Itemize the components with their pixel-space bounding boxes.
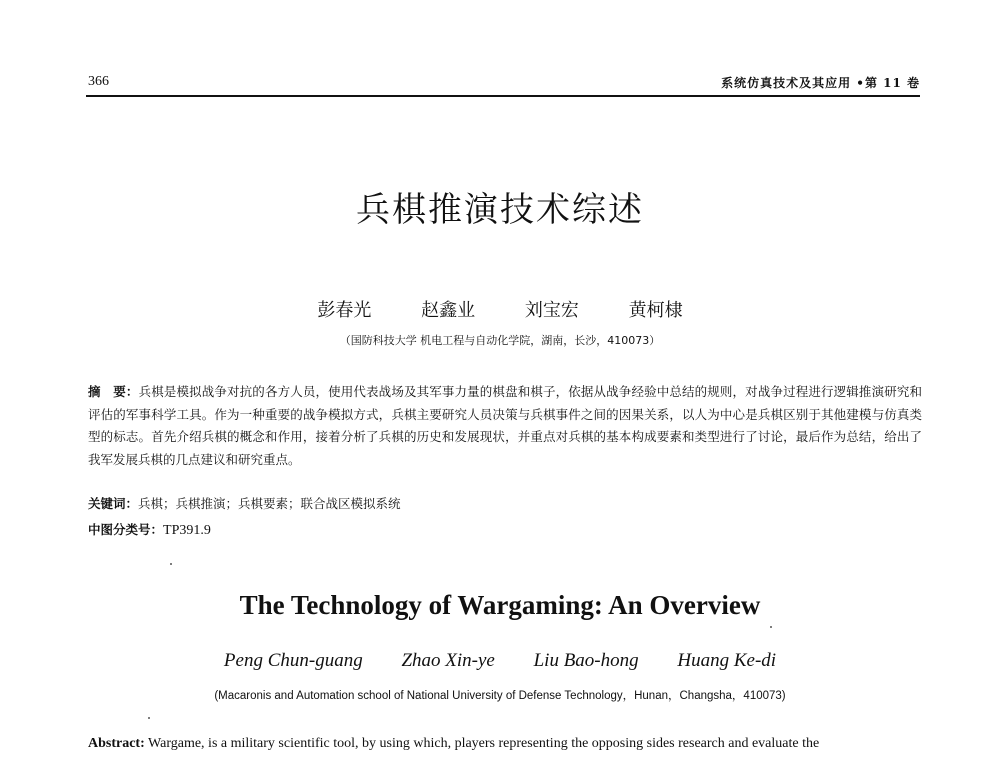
- scan-speck: [170, 563, 172, 565]
- author-en: Huang Ke-di: [677, 650, 777, 671]
- abstract-english: [88, 736, 938, 752]
- keywords-text-cn: 兵棋；兵棋推演；兵棋要素；联合战区模拟系统: [138, 496, 401, 511]
- classification-chinese: [88, 520, 211, 539]
- author-en: Zhao Xin-ye: [401, 650, 495, 671]
- abstract-text-en: Wargame, is a military scientific tool, by using which, players representing the opposing sides research and evaluate the: [148, 736, 820, 751]
- header-rule: [86, 95, 920, 97]
- abstract-label-cn: 摘 要：: [88, 384, 139, 399]
- abstract-text-cn: 兵棋是模拟战争对抗的各方人员，使用代表战场及其军事力量的棋盘和棋子，依据从战争经验中总结的规则，对战争过程进行逻辑推演研究和评估的军事科学工具。作为一种重要的战争模拟方式，兵棋主要研究人员决策与兵棋事件之间的因果关系，以人为中心是兵棋区别于其他建模与仿真类型的标志。首先介绍兵棋的概念和作用，接着分析了兵棋的历史和发展现状，并重点对兵棋的基本构成要素和类型进行了讨论，最后作为总结，给出了我军发展兵棋的几点建议和研究重点。: [88, 384, 922, 467]
- classification-value: TP391.9: [163, 523, 211, 538]
- authors-english: [0, 650, 1000, 672]
- keywords-chinese: [88, 494, 401, 512]
- author-cn: 彭春光: [317, 300, 372, 321]
- classification-label-cn: 中图分类号：: [88, 522, 164, 537]
- author-cn: 刘宝宏: [524, 300, 579, 321]
- abstract-label-en: Abstract:: [88, 736, 145, 751]
- title-english: The Technology of Wargaming: An Overview: [239, 590, 761, 620]
- author-en: Liu Bao-hong: [533, 650, 639, 671]
- affiliation-chinese: （国防科技大学 机电工程与自动化学院，湖南，长沙，410073）: [339, 334, 661, 347]
- scan-speck: [770, 626, 772, 628]
- page-number: 366: [88, 74, 109, 89]
- abstract-chinese: [88, 381, 922, 471]
- keywords-label-cn: 关键词：: [88, 496, 139, 511]
- title-chinese: 兵棋推演技术综述: [356, 190, 644, 230]
- author-en: Peng Chun-guang: [223, 650, 363, 671]
- scan-speck: [148, 717, 150, 719]
- author-cn: 赵鑫业: [421, 300, 476, 321]
- journal-running-header: 系统仿真技术及其应用 •第 11 卷: [721, 76, 920, 90]
- author-cn: 黄柯棣: [628, 300, 683, 321]
- affiliation-english: (Macaronis and Automation school of National University of Defense Technology，Hunan，Changsha，410073): [214, 690, 786, 702]
- authors-chinese: [0, 296, 1000, 322]
